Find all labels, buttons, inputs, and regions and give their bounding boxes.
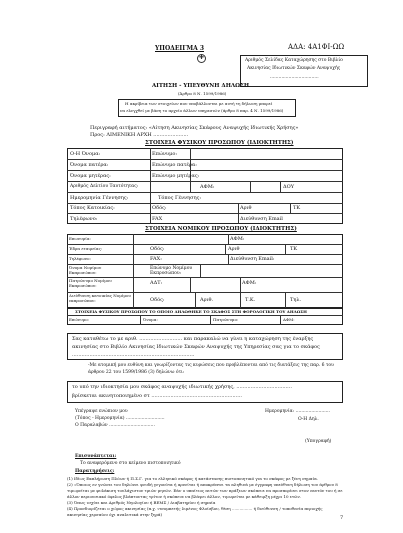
greek-coat-of-arms-icon: [197, 54, 206, 63]
s2-street-label: Οδός:: [150, 246, 165, 252]
ada-code: ΑΔΑ: 4Α1ΦΙ-ΩΩ: [288, 43, 345, 51]
vessel-line-1[interactable]: το υπό την ιδιοκτησία μου σκάφος αναψυχής ιδιωτικής χρήσης, ...................................: [72, 384, 292, 390]
s2-rep-father-label: Πατρώνυμο Νομίμου Εκπροσώπου:: [69, 278, 112, 288]
note-1: (1) Ιδίως Εκπλήρωση Πλόων ή Π.Σ.Γ. για το ελληνικό σκάφος ή κατάστασης πιστοποιητικό για το σκάφος με ξένη σημαία.: [67, 476, 319, 481]
s1-fax-label: FAX: [152, 216, 163, 222]
s2-rep-name-label: Όνομα Νομίμου Εκπροσώπου:: [69, 265, 102, 275]
s2-rep-number-label: Αριθ.: [200, 297, 214, 303]
s3-patronym-label: Πατρώνυμο:: [213, 317, 239, 322]
section-tax-declarant-title: ΣΤΟΙΧΕΙΑ ΦΥΣΙΚΟΥ ΠΡΟΣΩΠΟΥ ΤΟ ΟΠΟΙΟ ΔΗΛΩΘΗΚΕ ΤΟ ΣΚΑΦΟΣ ΣΤΗ ΦΟΡΟΛΟΓΙΚΗ ΤΟΥ ΔΗΛΩΣΗ: [75, 309, 307, 314]
recipient-field[interactable]: Ο Παραλαβών ................................: [75, 423, 155, 428]
note-2c: άλλον περιουσιακό όφελος βλάπτοντας τρίτον ή σκόπευε να βλάψει άλλον, τιμωρείται με κάθειρξη μέχρι 10 ετών.: [67, 494, 302, 499]
registration-line-1: Αριθμός Σελίδας Καταχώρησης στο Βιβλίο: [245, 58, 343, 63]
s1-postcode-label: ΤΚ: [293, 205, 301, 211]
s1-first-name-label: Ο-Η Όνομα:: [70, 151, 101, 157]
s1-mother-name-label: Όνομα μητέρας:: [70, 173, 111, 179]
s2-afm-label: ΑΦΜ:: [230, 236, 245, 242]
s1-phone-label: Τηλέφωνο:: [70, 216, 98, 222]
s2-company-name-label: Επωνυμία:: [69, 236, 91, 241]
s2-postcode-label: ΤΚ: [290, 246, 298, 252]
s3-surname-label: Επώνυμο:: [69, 317, 90, 322]
s1-residence-label: Τόπος Κατοικίας:: [70, 205, 115, 211]
s2-number-label: Αριθ: [228, 246, 240, 252]
submission-line-3[interactable]: .............................................................................: [72, 352, 195, 358]
s2-rep-address-label: Διεύθυνση κατοικίας Νομίμου εκπροσώπου:: [69, 293, 131, 303]
s2-headquarters-label: Έδρα εταιρείας:: [69, 246, 103, 251]
notes-title: Παρατηρήσεις:: [75, 469, 115, 474]
s1-birth-place-label: Τόπος Γέννησης:: [158, 195, 202, 201]
registration-dots[interactable]: ..................................: [270, 75, 319, 80]
section-natural-person-title: ΣΤΟΙΧΕΙΑ ΦΥΣΙΚΟΥ ΠΡΟΣΩΠΟΥ (ΙΔΙΟΚΤΗΤΗΣ): [145, 140, 294, 146]
s1-mother-surname-label: Επώνυμο μητέρας:: [152, 173, 200, 179]
attachments-title: Επισυνάπτεται:: [75, 454, 117, 459]
submission-line-2: ακινησίας στο Βιβλίο Ακινησίας Ιδιωτικών Σκαφών Αναψυχής της Υπηρεσίας σας για το σκάφος: [72, 344, 320, 350]
s1-street-label: Οδός:: [152, 205, 167, 211]
note-4a: (4) Προσδιορίζεται ο χώρος ακινησίας (π.χ. ιτσομπετής λιμένος Φλοίσβου, θέση ................ ή διεύθυνση / τοποθεσία περιοχής: [67, 506, 323, 511]
s3-afm-label: ΑΦΜ:: [283, 317, 295, 322]
vessel-line-2[interactable]: βρίσκεται ακινητοποιημένο στ .........................................................: [72, 393, 242, 399]
s2-rep-surname-label: Επώνυμο Νομίμου Εκπροσώπου:: [150, 266, 193, 277]
note-4b: ακινησίας χερσαίου όχι αναλυτικά στην ξηρά): [67, 512, 163, 517]
declarant-label: Ο-Η Δηλ.: [298, 417, 319, 422]
s1-email-label: Διεύθυνση Email: [240, 216, 283, 222]
responsibility-line-1: -Με ατομική μου ευθύνη και γνωρίζοντας τις κυρώσεις που προβλέπονται από τις διατάξεις της παρ. 6 του: [88, 363, 334, 368]
s1-father-surname-label: Επώνυμο πατέρα:: [152, 162, 197, 168]
s1-doy-label: ΔΟΥ: [283, 184, 295, 190]
s2-rep-phone-label: Τηλ.: [290, 297, 302, 303]
responsibility-line-2: άρθρου 22 του 1599/1986 (3) δηλώνω ότι:: [88, 370, 185, 375]
sample-label: ΥΠΟΔΕΙΓΜΑ 3: [155, 45, 205, 52]
s1-number-label: Αριθ: [240, 205, 252, 211]
accuracy-note-line-1: Η ακρίβεια των στοιχείων που υποβάλλονται με αυτή τη δήλωση μπορεί: [125, 101, 273, 106]
submission-line-1: Σας καταθέτω το με αριθ. ........................... και παρακαλώ να γίνει η καταχώρηση της έναρξης: [72, 336, 314, 342]
request-recipient: Προς: ΛΙΜΕΝΙΚΗ ΑΡΧΗ ......................: [90, 132, 189, 138]
s1-surname-label: Επώνυμο:: [152, 151, 178, 157]
s2-rep-id-label: ΑΔΤ:: [150, 280, 163, 286]
s1-father-name-label: Όνομα πατέρα:: [70, 162, 109, 168]
note-2a: (2) «Όποιος εν γνώσει του δηλώνει ψευδή γεγονότα ή αρνείται ή αποκρύπτει τα αληθινά με έγγραφη υπεύθυνη δήλωση του άρθρου 8: [67, 482, 338, 487]
signed-before-label: Υπέγραψε ενώπιον μου: [75, 409, 128, 414]
form-article: (Άρθρο 8 Ν. 1599/1986): [178, 91, 227, 96]
s1-birth-date-label: Ημερομηνία Γέννησης:: [70, 195, 129, 201]
attachments-text: Το αναφερόμενο στο κείμενο πιστοποιητικό: [80, 461, 181, 466]
s2-phone-label: Τηλέφωνο:: [69, 256, 91, 261]
s2-rep-postcode-label: Τ.Κ.: [245, 297, 256, 303]
s3-name-label: Όνομα:: [143, 317, 158, 322]
form-title: ΑΙΤΗΣΗ - ΥΠΕΥΘΥΝΗ ΔΗΛΩΣΗ: [152, 83, 250, 89]
s2-fax-label: FAX:: [150, 256, 162, 262]
s2-email-label: Διεύθυνση Email:: [230, 256, 275, 262]
signature-label: (Υπογραφή): [305, 439, 332, 444]
note-2b: τιμωρείται με φυλάκιση τουλάχιστον τριών μηνών. Εάν ο υπαίτιος αυτών των πράξεων σκόπευε να προσπορίσει στον εαυτόν του ή σε: [67, 488, 343, 493]
registration-line-2: Ακινησίας Ιδιωτικών Σκαφών Αναψυχής: [247, 66, 341, 71]
s1-afm-label: ΑΦΜ:: [200, 184, 215, 190]
date-field[interactable]: Ημερομηνία: ........................: [265, 409, 330, 414]
section-legal-entity-title: ΣΤΟΙΧΕΙΑ ΝΟΜΙΚΟΥ ΠΡΟΣΩΠΟΥ (ΙΔΙΟΚΤΗΤΗΣ): [145, 226, 297, 232]
place-date-field[interactable]: (Τόπος - Ημερομηνία) ...........................: [75, 416, 165, 421]
s2-rep-afm-label: ΑΦΜ:: [242, 280, 257, 286]
s1-id-card-label: Αριθμός Δελτίου Ταυτότητας:: [70, 184, 139, 189]
page-number: 7: [340, 515, 344, 521]
accuracy-note-line-2: να ελεγχθεί με βάση το αρχείο άλλων υπηρεσιών (άρθρο 8 παρ. 4 Ν. 1599/1986): [120, 108, 284, 113]
note-3: (3) Όπως ισχύει και Αριθμός Νηολογίου ή ΒΕΜΣ / Διαβατηρίου ή σημαία: [67, 500, 216, 505]
request-description: Περιγραφή αιτήματος: «Αίτηση Ακινησίας Σκάφους Αναψυχής Ιδιωτικής Χρήσης»: [90, 125, 299, 131]
s2-rep-street-label: Οδός:: [150, 297, 165, 303]
